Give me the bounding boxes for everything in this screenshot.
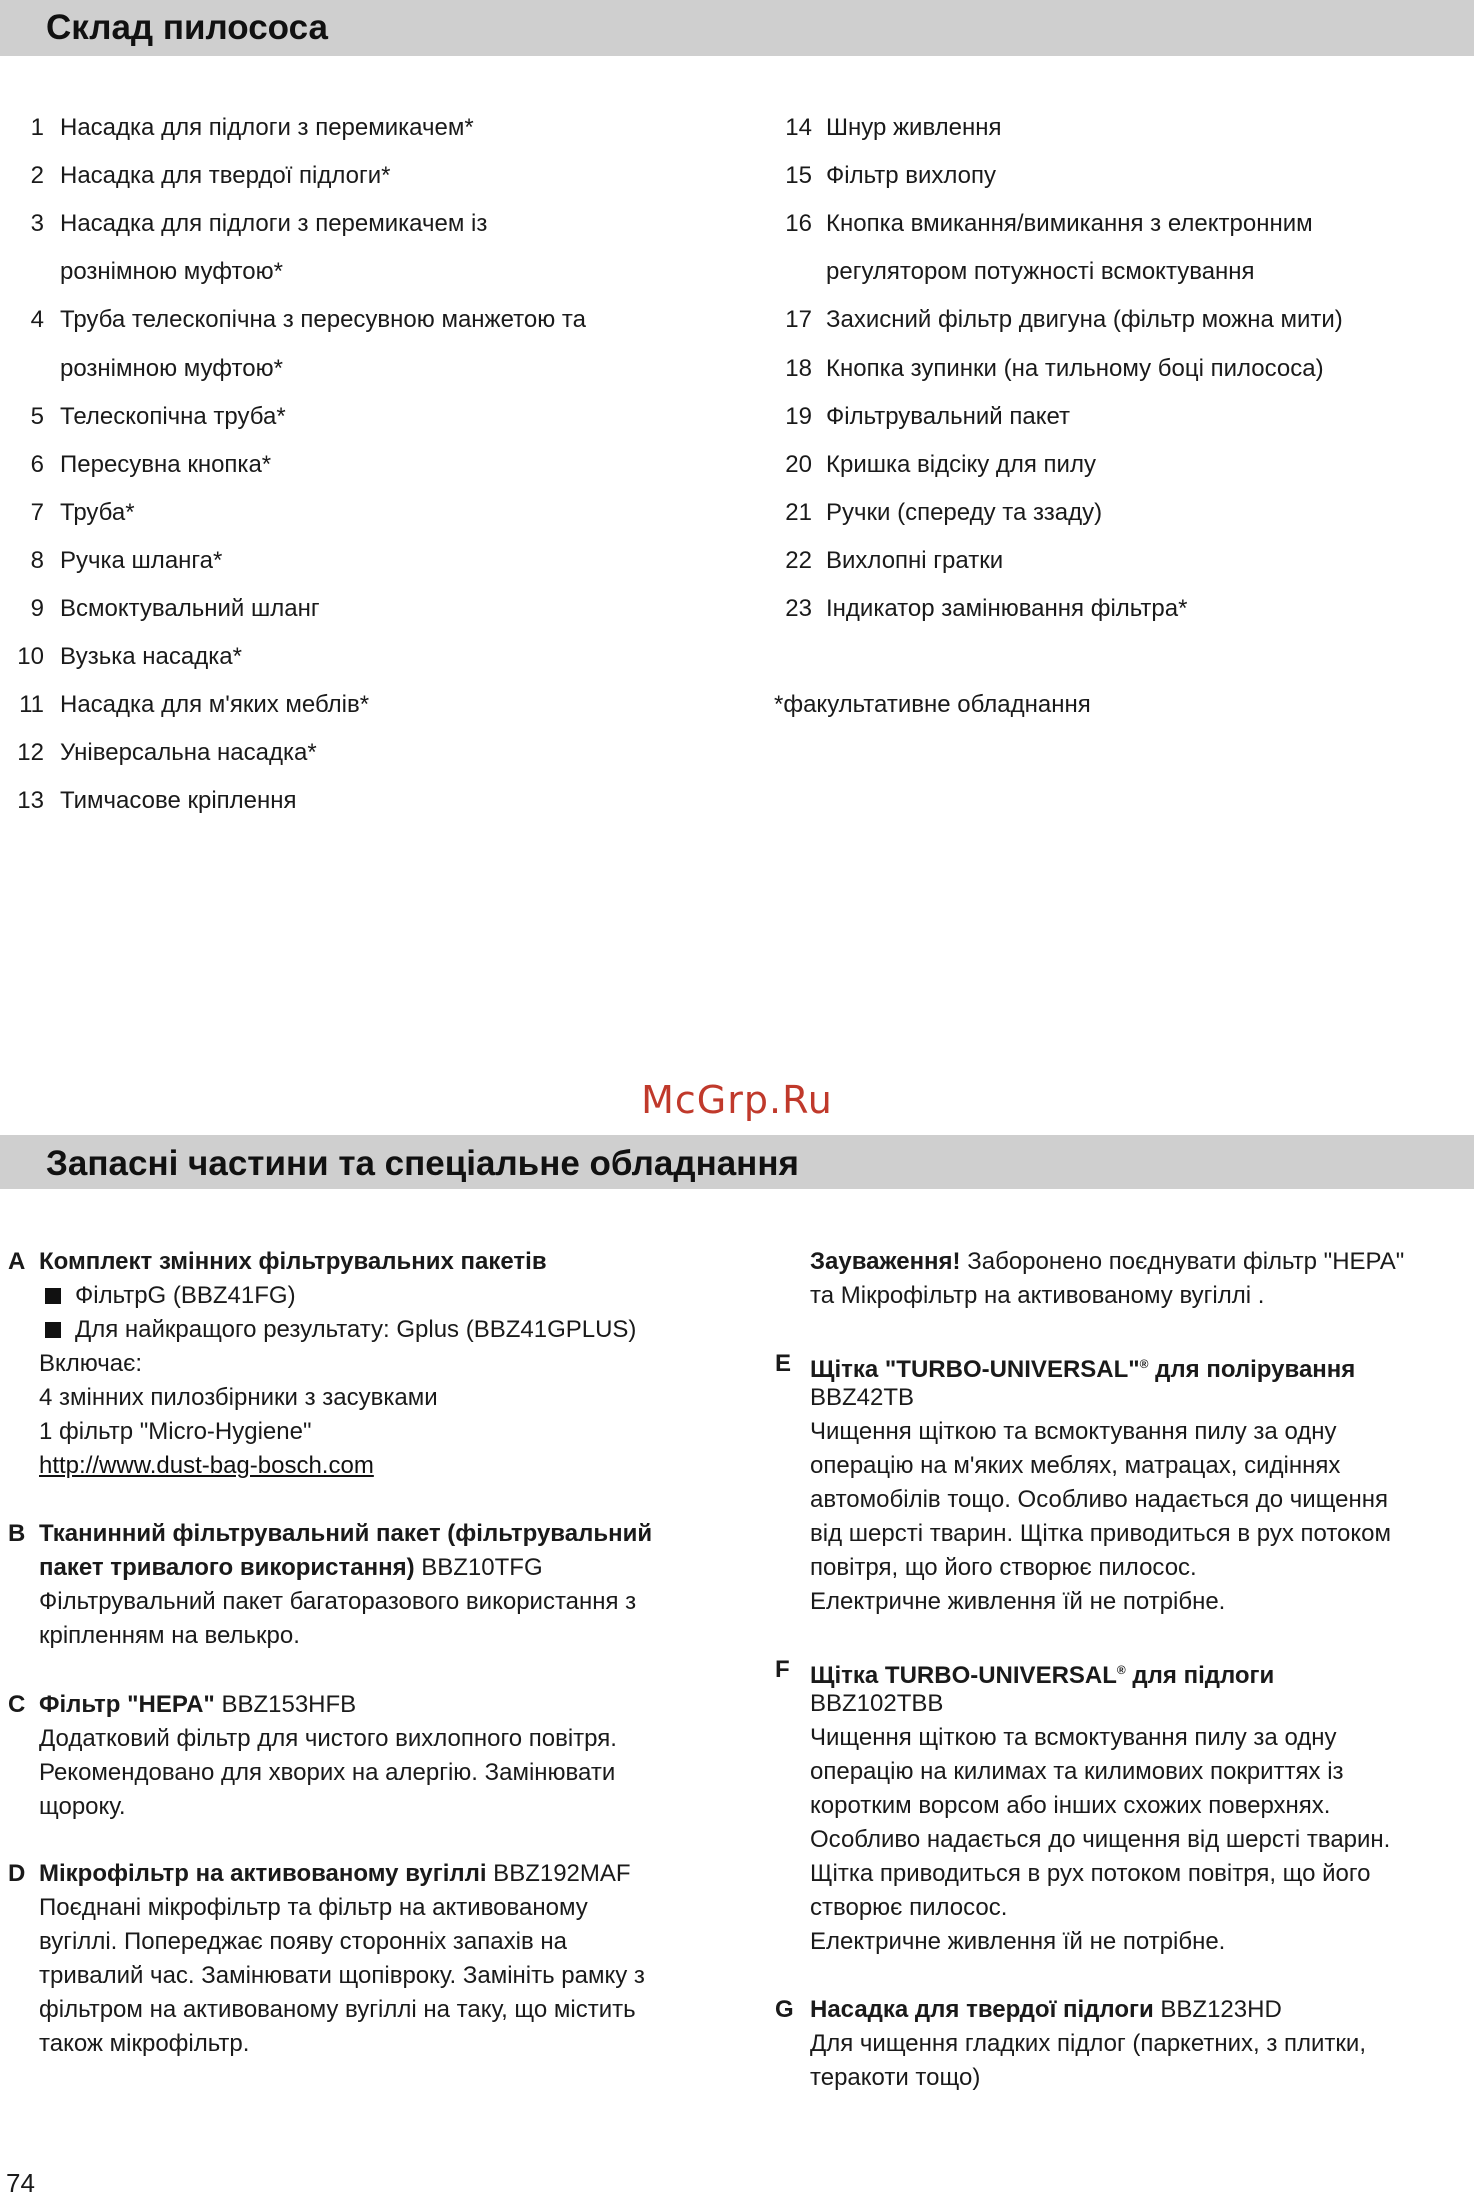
- item-code: BBZ42TB: [810, 1384, 915, 1411]
- item-code: BBZ123HD: [1153, 1996, 1282, 2023]
- note-label: Зауваження!: [810, 1248, 961, 1275]
- item-label: рознімною муфтою*: [60, 354, 283, 382]
- item-label: Кришка відсіку для пилу: [826, 450, 1096, 478]
- item-label: Шнур живлення: [826, 114, 1002, 141]
- item-letter: E: [775, 1350, 792, 1377]
- item-desc: Електричне живлення їй не потрібне.: [810, 1588, 1226, 1615]
- item-desc: Поєднані мікрофільтр та фільтр на активованому: [39, 1894, 588, 1921]
- item-label: рознімною муфтою*: [60, 258, 283, 286]
- item-code: BBZ192MAF: [486, 1860, 631, 1887]
- item-text: 1 фільтр "Micro-Hygiene": [39, 1418, 312, 1445]
- square-bullet-icon: [45, 1288, 61, 1304]
- square-bullet-icon: [45, 1322, 61, 1338]
- item-code: BBZ102TBB: [810, 1690, 944, 1717]
- item-desc: фільтром на активованому вугіллі на таку, що містить: [39, 1996, 636, 2023]
- section-title: Запасні частини та спеціальне обладнання: [46, 1144, 799, 1183]
- item-desc: вугіллі. Попереджає появу сторонніх запахів на: [39, 1928, 567, 1955]
- item-number: 21: [785, 498, 812, 526]
- item-heading: для полірування: [1148, 1356, 1356, 1383]
- item-label: Універсальна насадка*: [60, 739, 317, 767]
- item-letter: B: [8, 1520, 26, 1547]
- footnote: *факультативне обладнання: [774, 691, 1091, 718]
- item-label: Фільтр вихлопу: [826, 162, 996, 190]
- item-number: 11: [19, 691, 44, 719]
- item-label: Ручка шланга*: [60, 546, 223, 574]
- item-desc: щороку.: [39, 1793, 126, 1820]
- item-desc: Додатковий фільтр для чистого вихлопного повітря.: [39, 1725, 617, 1752]
- item-desc: Фільтрувальний пакет багаторазового використання з: [39, 1588, 637, 1615]
- item-desc: повітря, що його створює пилосос.: [810, 1554, 1197, 1581]
- section-header-spare-parts: [0, 1135, 1474, 1189]
- item-desc: створює пилосос.: [810, 1894, 1008, 1921]
- item-label: Насадка для підлоги з перемикачем*: [60, 114, 474, 141]
- item-number: 1: [30, 114, 44, 141]
- item-desc: операцію на килимах та килимових покриттях із: [810, 1758, 1344, 1785]
- item-heading: пакет тривалого використання): [39, 1554, 415, 1581]
- item-heading: Щітка: [810, 1662, 885, 1689]
- item-desc: також мікрофільтр.: [39, 2030, 250, 2057]
- item-label: Насадка для м'яких меблів*: [60, 691, 370, 719]
- item-desc: Електричне живлення їй не потрібне.: [810, 1928, 1226, 1955]
- item-number: 13: [17, 787, 44, 815]
- item-desc: коротким ворсом або інших схожих поверхнях.: [810, 1792, 1331, 1819]
- item-label: регулятором потужності всмоктування: [826, 258, 1255, 286]
- section-header-composition: [0, 0, 1474, 56]
- item-desc: автомобілів тощо. Особливо надається до чищення: [810, 1486, 1389, 1513]
- item-number: 23: [785, 595, 812, 622]
- item-number: 17: [785, 306, 812, 334]
- item-desc: Щітка приводиться в рух потоком повітря, що його: [810, 1860, 1371, 1887]
- note-text: Заборонено поєднувати фільтр "HEPA": [960, 1248, 1405, 1275]
- item-desc: від шерсті тварин. Щітка приводиться в рух потоком: [810, 1520, 1392, 1547]
- item-heading: Щітка: [810, 1356, 885, 1383]
- item-option: ФільтрG (BBZ41FG): [75, 1282, 296, 1309]
- item-label: Вузька насадка*: [60, 643, 242, 671]
- item-label: Фільтрувальний пакет: [826, 402, 1071, 430]
- note-text: та Мікрофільтр на активованому вугіллі .: [810, 1282, 1265, 1309]
- item-heading: Фільтр "HEPA": [39, 1691, 215, 1718]
- item-label: Вихлопні гратки: [826, 546, 1004, 574]
- item-label: Індикатор замінювання фільтра*: [826, 595, 1188, 622]
- item-label: Всмоктувальний шланг: [60, 595, 320, 622]
- item-desc: операцію на м'яких меблях, матрацах, сидіннях: [810, 1452, 1341, 1479]
- item-text: 4 змінних пилозбірники з засувками: [39, 1384, 438, 1411]
- item-desc: кріпленням на велькро.: [39, 1622, 300, 1649]
- item-number: 20: [785, 450, 812, 478]
- item-number: 5: [30, 402, 44, 430]
- item-desc: тривалий час. Замінювати щопівроку. Замініть рамку з: [39, 1962, 645, 1989]
- item-desc: теракоти тощо): [810, 2064, 981, 2091]
- item-letter: G: [775, 1996, 794, 2023]
- registered-mark: ®: [1139, 1357, 1149, 1371]
- page-number: 74: [6, 2168, 35, 2198]
- item-label: Кнопка зупинки (на тильному боці пилососа): [826, 354, 1324, 382]
- item-label: Захисний фільтр двигуна (фільтр можна мити): [826, 306, 1343, 334]
- item-number: 10: [17, 643, 44, 671]
- item-number: 3: [30, 210, 44, 238]
- item-label: Насадка для підлоги з перемикачем із: [60, 210, 488, 238]
- item-number: 19: [785, 402, 812, 430]
- item-desc: Чищення щіткою та всмоктування пилу за одну: [810, 1418, 1337, 1445]
- item-label: Труба телескопічна з пересувною манжетою та: [60, 306, 586, 334]
- item-number: 9: [30, 595, 44, 622]
- section-title: Склад пилососа: [46, 8, 328, 47]
- item-heading: Тканинний фільтрувальний пакет (фільтрувальний: [39, 1520, 653, 1547]
- item-label: Ручки (спереду та ззаду): [826, 498, 1103, 526]
- item-label: Телескопічна труба*: [60, 402, 286, 430]
- item-number: 7: [30, 498, 44, 526]
- item-letter: A: [8, 1248, 26, 1275]
- item-number: 14: [785, 114, 812, 141]
- item-label: Насадка для твердої підлоги*: [60, 162, 391, 190]
- website-link[interactable]: http://www.dust-bag-bosch.com: [39, 1452, 374, 1479]
- item-desc: Особливо надається до чищення від шерсті тварин.: [810, 1826, 1391, 1853]
- brand-name: TURBO-UNIVERSAL: [884, 1662, 1117, 1689]
- item-heading: Насадка для твердої підлоги: [810, 1996, 1154, 2023]
- item-number: 22: [785, 546, 812, 574]
- item-label: Труба*: [60, 498, 135, 526]
- item-number: 4: [30, 306, 44, 334]
- item-option: Для найкращого результату: Gplus (BBZ41GPLUS): [75, 1316, 637, 1343]
- item-letter: D: [8, 1860, 26, 1887]
- item-label: Пересувна кнопка*: [60, 450, 272, 478]
- watermark: McGrp.Ru: [641, 1078, 833, 1122]
- item-number: 16: [785, 210, 812, 238]
- item-letter: F: [775, 1656, 790, 1683]
- item-desc: Чищення щіткою та всмоктування пилу за одну: [810, 1724, 1337, 1751]
- item-number: 18: [785, 354, 812, 382]
- item-heading: Комплект змінних фільтрувальних пакетів: [39, 1248, 547, 1275]
- item-label: Тимчасове кріплення: [60, 787, 297, 815]
- item-number: 15: [785, 162, 812, 190]
- item-number: 8: [30, 546, 44, 574]
- registered-mark: ®: [1116, 1663, 1126, 1677]
- item-heading: Мікрофільтр на активованому вугіллі: [39, 1860, 487, 1887]
- item-desc: Для чищення гладких підлог (паркетних, з плитки,: [810, 2030, 1366, 2057]
- item-code: BBZ153HFB: [214, 1691, 357, 1718]
- item-text: Включає:: [39, 1350, 143, 1377]
- item-desc: Рекомендовано для хворих на алергію. Замінювати: [39, 1759, 616, 1786]
- item-letter: C: [8, 1691, 26, 1718]
- item-number: 12: [17, 739, 44, 767]
- brand-name: "TURBO-UNIVERSAL": [884, 1356, 1140, 1383]
- item-number: 2: [30, 162, 44, 190]
- item-heading: для підлоги: [1125, 1662, 1275, 1689]
- item-code: BBZ10TFG: [414, 1554, 543, 1581]
- item-number: 6: [30, 450, 44, 478]
- item-label: Кнопка вмикання/вимикання з електронним: [826, 210, 1313, 238]
